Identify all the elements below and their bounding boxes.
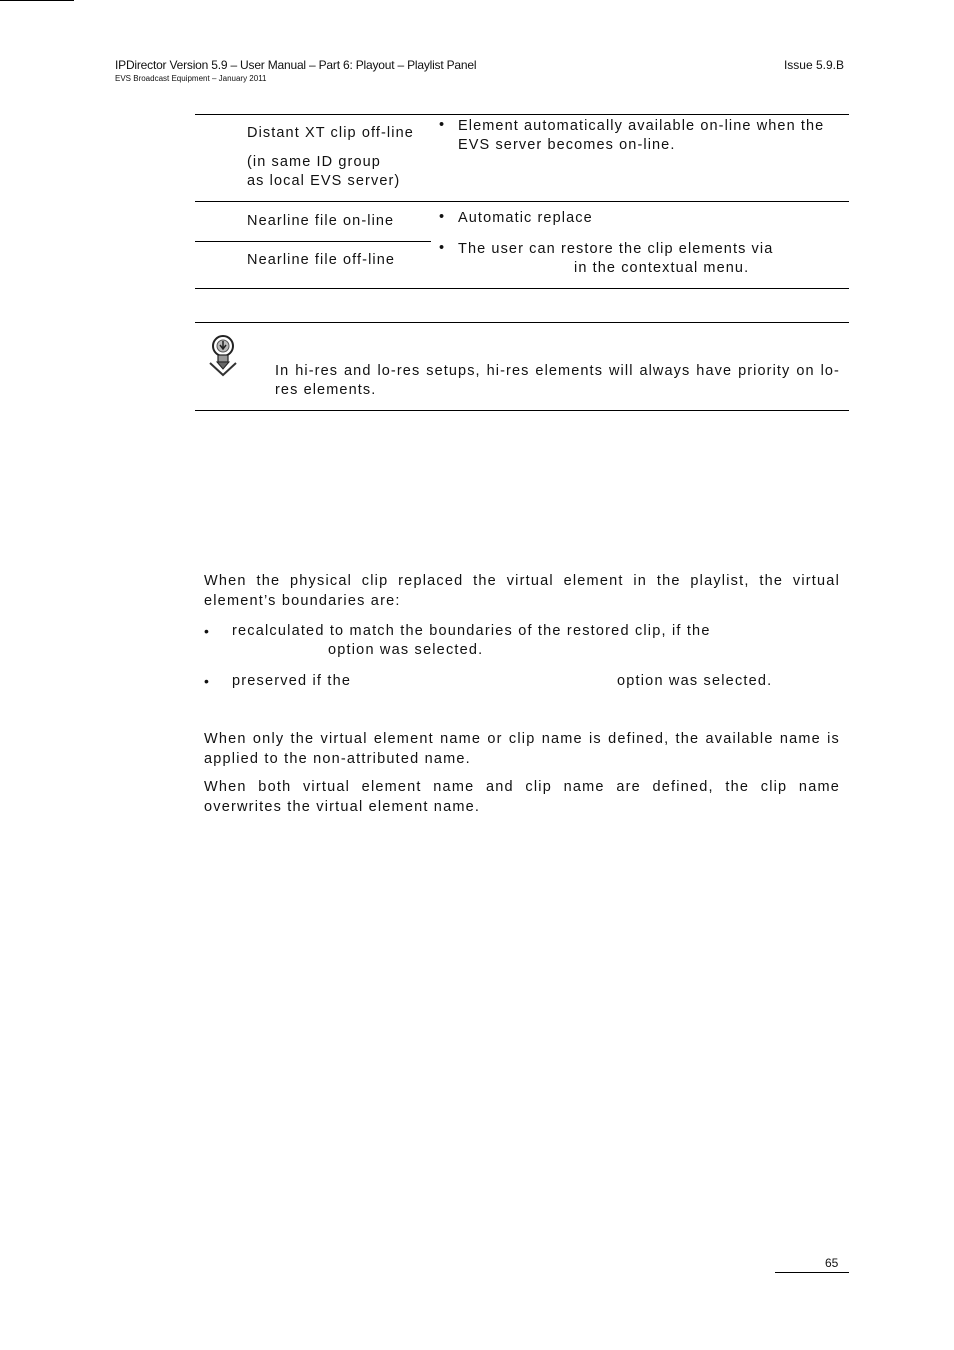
header-issue: Issue 5.9.B bbox=[783, 58, 844, 72]
header-rule bbox=[0, 0, 74, 1]
bullet1-line1: recalculated to match the boundaries of the restored clip, if the bbox=[232, 623, 711, 639]
header-title: IPDirector Version 5.9 – User Manual – Part 6: Playout – Playlist Panel bbox=[115, 58, 477, 72]
note-bottom-rule bbox=[195, 410, 849, 411]
row1-action-line2: EVS server becomes on-line. bbox=[458, 137, 676, 153]
row1-action-line1: Element automatically available on-line when the bbox=[458, 118, 825, 134]
note-text: In hi-res and lo-res setups, hi-res elements will always have priority on lo-res elements. bbox=[275, 363, 840, 398]
note-bulb-icon bbox=[206, 333, 240, 377]
footer-rule bbox=[775, 1272, 849, 1273]
bullet2-text-a: preserved if the bbox=[232, 673, 352, 689]
bullet1-dot-icon: • bbox=[204, 623, 209, 639]
row3-action-line2: in the contextual menu. bbox=[574, 260, 750, 276]
header-subtitle: EVS Broadcast Equipment – January 2011 bbox=[115, 74, 267, 83]
paragraph-boundaries: When the physical clip replaced the virtual element in the playlist, the virtual element’s boundaries are: bbox=[204, 573, 840, 609]
row1-state-line3: as local EVS server) bbox=[247, 173, 401, 189]
table-row-rule bbox=[195, 201, 849, 202]
row2-bullet-icon: • bbox=[439, 209, 445, 225]
note-top-rule bbox=[195, 322, 849, 323]
row3-bullet-icon: • bbox=[439, 240, 445, 256]
paragraph-name-both: When both virtual element name and clip name are defined, the clip name overwrites the virtual element name. bbox=[204, 779, 840, 815]
bullet2-dot-icon: • bbox=[204, 673, 209, 689]
bullet1-line2: option was selected. bbox=[328, 642, 484, 658]
table-bottom-rule bbox=[195, 288, 849, 289]
table-inner-rule bbox=[195, 241, 431, 242]
row2-state: Nearline file on-line bbox=[247, 213, 395, 229]
row1-bullet-icon: • bbox=[439, 117, 445, 133]
page-number: 65 bbox=[825, 1256, 839, 1270]
paragraph-name-single: When only the virtual element name or clip name is defined, the available name is applied to the non-attributed name. bbox=[204, 731, 840, 767]
row3-action-line1: The user can restore the clip elements via bbox=[458, 241, 774, 257]
row1-state-line1: Distant XT clip off-line bbox=[247, 125, 414, 141]
bullet2-text-b: option was selected. bbox=[617, 673, 773, 689]
table-top-rule bbox=[195, 114, 849, 115]
row1-state-line2: (in same ID group bbox=[247, 154, 381, 170]
row3-state: Nearline file off-line bbox=[247, 252, 396, 268]
row2-action: Automatic replace bbox=[458, 210, 593, 226]
